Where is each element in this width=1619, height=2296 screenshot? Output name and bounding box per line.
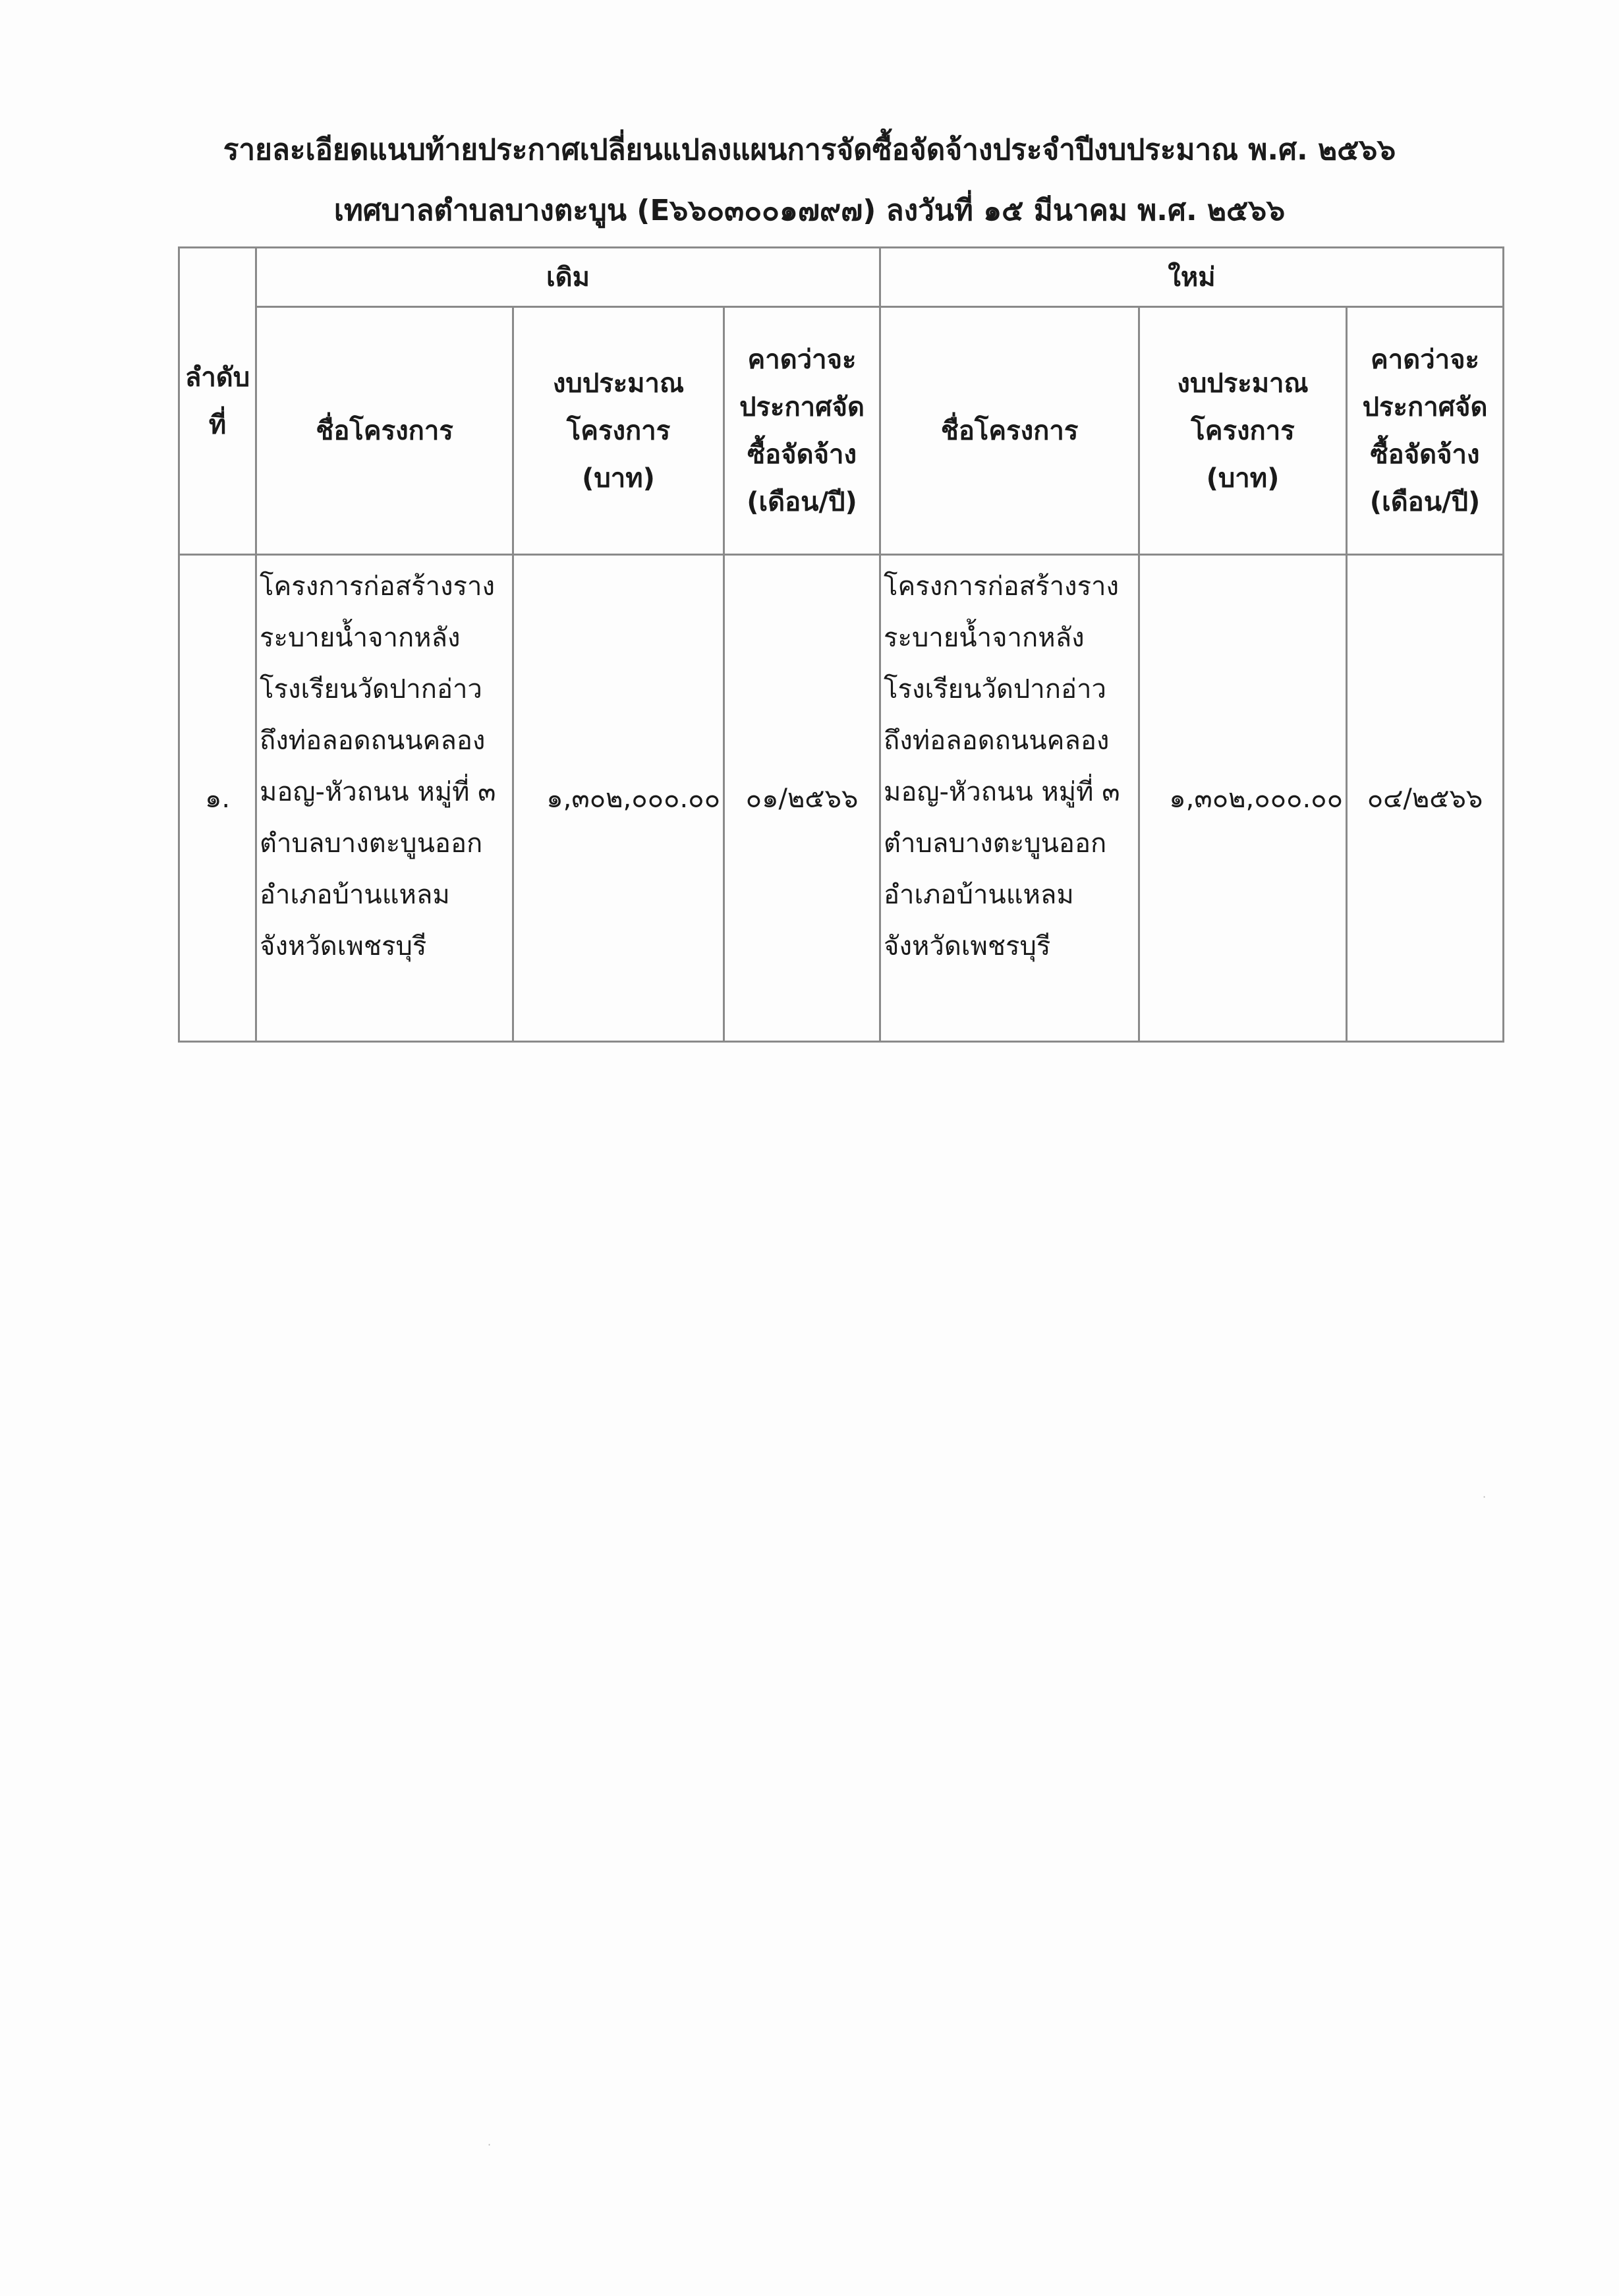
header-old-expected-date: คาดว่าจะ ประกาศจัด ซื้อจัดจ้าง (เดือน/ปี)	[724, 307, 880, 555]
header-old-project-name: ชื่อโครงการ	[256, 307, 513, 555]
header-new-project-name: ชื่อโครงการ	[880, 307, 1139, 555]
header-new-expected-date: คาดว่าจะ ประกาศจัด ซื้อจัดจ้าง (เดือน/ปี)	[1347, 307, 1504, 555]
row-seq: ๑.	[179, 555, 256, 1042]
table-row	[179, 555, 1504, 1042]
new-budget: ๑,๓๐๒,๐๐๐.๐๐	[1139, 555, 1347, 1042]
document-title: รายละเอียดแนบท้ายประกาศเปลี่ยนแปลงแผนการจัดซื้อจัดจ้างประจำปีงบประมาณ พ.ศ. ๒๕๖๖	[223, 133, 1396, 167]
header-new-budget: งบประมาณ โครงการ (บาท)	[1139, 307, 1347, 555]
document-subtitle: เทศบาลตำบลบางตะบูน (E๖๖๐๓๐๐๑๗๙๗) ลงวันที่ ๑๕ มีนาคม พ.ศ. ๒๕๖๖	[333, 194, 1286, 227]
scan-speck: ·	[488, 2138, 492, 2151]
old-project-name: โครงการก่อสร้างราง ระบายน้ำจากหลัง โรงเรียนวัดปากอ่าว ถึงท่อลอดถนนคลอง มอญ-หัวถนน หมู่ที่ ๓ ตำบลบางตะบูนออก อำเภอบ้านแหลม จังหวัดเพชรบุรี	[256, 555, 513, 1042]
header-old-budget: งบประมาณ โครงการ (บาท)	[513, 307, 724, 555]
header-group-new: ใหม่	[880, 248, 1504, 307]
scan-speck: ·	[1483, 1491, 1487, 1503]
old-budget: ๑,๓๐๒,๐๐๐.๐๐	[513, 555, 724, 1042]
old-expected-date: ๐๑/๒๕๖๖	[724, 555, 880, 1042]
new-expected-date: ๐๔/๒๕๖๖	[1347, 555, 1504, 1042]
header-seq: ลำดับ ที่	[179, 248, 256, 555]
new-project-name: โครงการก่อสร้างราง ระบายน้ำจากหลัง โรงเรียนวัดปากอ่าว ถึงท่อลอดถนนคลอง มอญ-หัวถนน หมู่ที่ ๓ ตำบลบางตะบูนออก อำเภอบ้านแหลม จังหวัดเพชรบุรี	[880, 555, 1139, 1042]
header-group-old: เดิม	[256, 248, 880, 307]
procurement-plan-table	[178, 246, 1504, 1043]
